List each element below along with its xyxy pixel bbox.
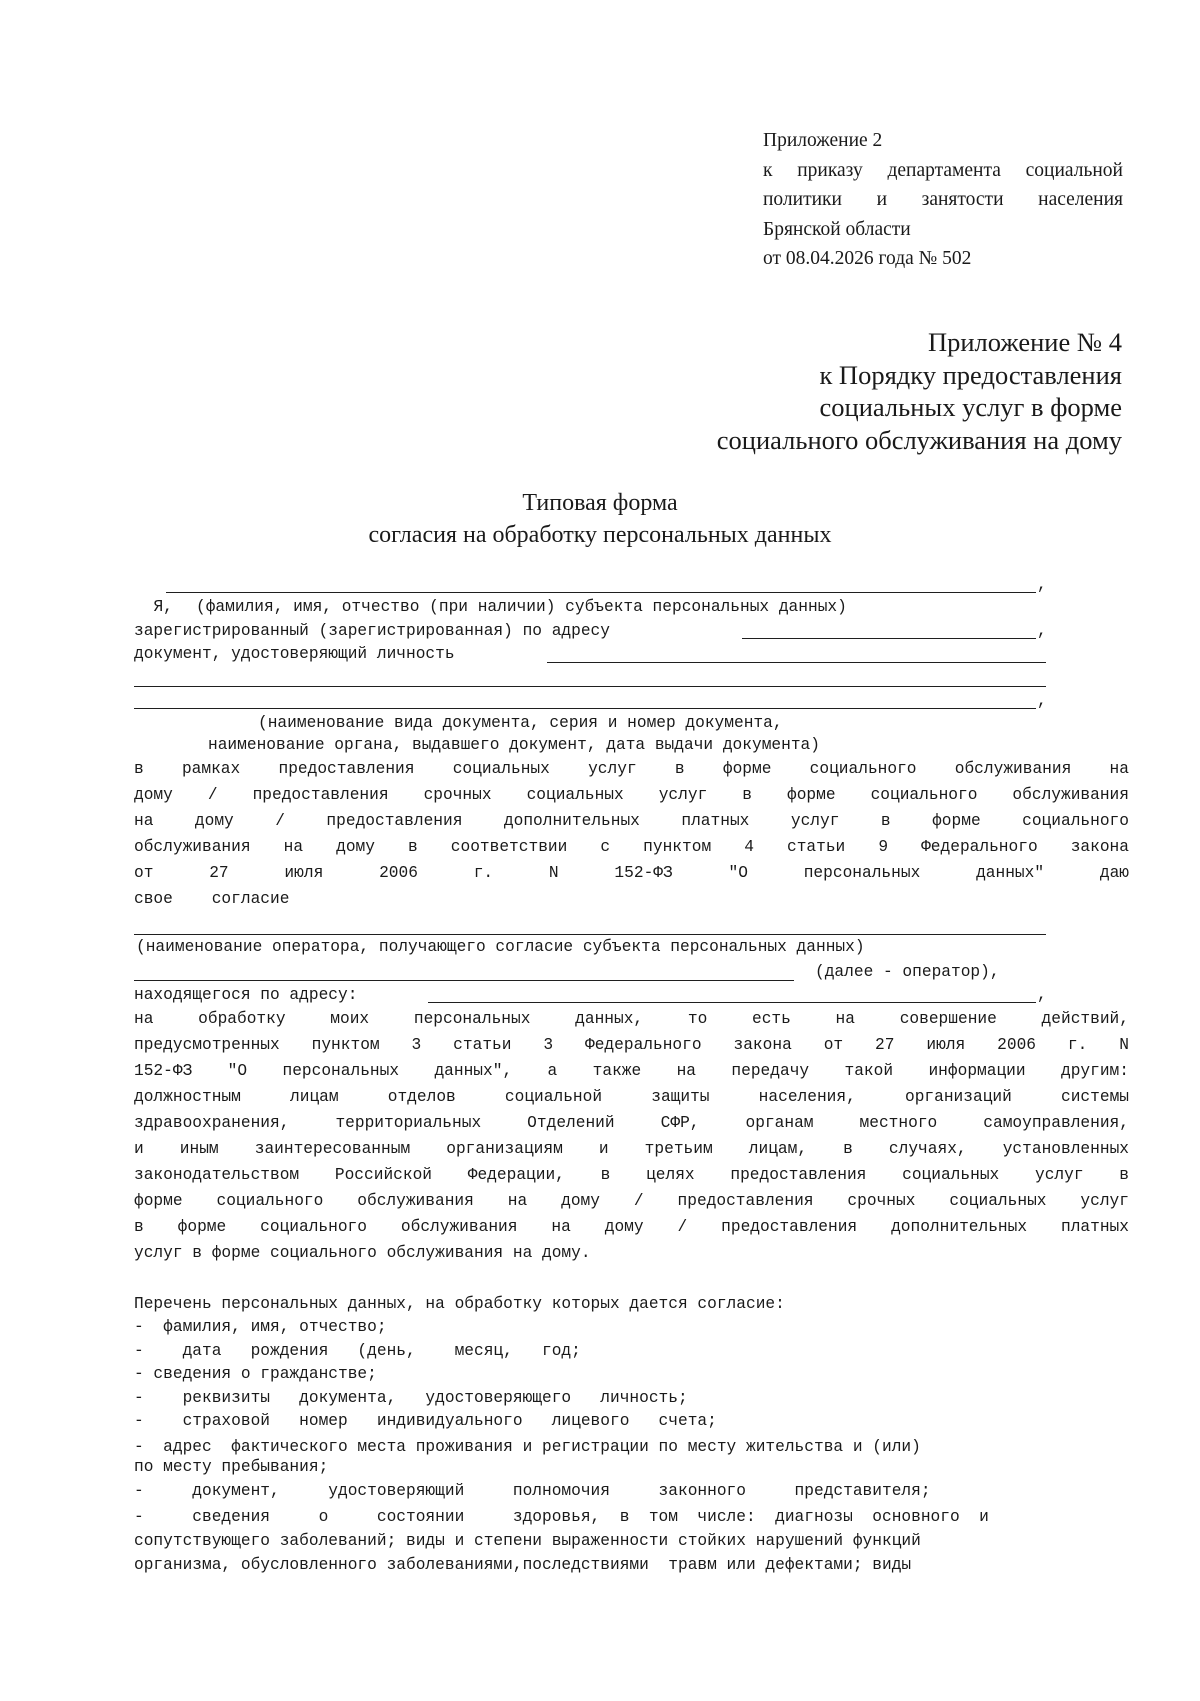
title-line: согласия на обработку персональных данных (368, 522, 832, 548)
operator-address-field[interactable] (428, 1002, 1036, 1003)
processing-paragraph-line: предусмотренных пунктом 3 статьи 3 Федерального закона от 27 июля 2006 г. N (134, 1036, 1129, 1054)
full-name-hint: (фамилия, имя, отчество (при наличии) субъекта персональных данных) (196, 598, 847, 616)
processing-paragraph-line: и иным заинтересованным организациям и третьим лицам, в случаях, установленных (134, 1140, 1129, 1158)
annex-4-line: Приложение № 4 (927, 327, 1122, 357)
consent-paragraph-line: на дому / предоставления дополнительных платных услуг в форме социального (134, 812, 1129, 830)
annex-2-line: Брянской области (763, 218, 911, 240)
processing-paragraph-line: законодательством Российской Федерации, в целях предоставления социальных услуг в (134, 1166, 1129, 1184)
processing-paragraph-line: на обработку моих персональных данных, то есть на совершение действий, (134, 1010, 1129, 1028)
ya-label: Я, (153, 598, 173, 616)
consent-paragraph-line: в рамках предоставления социальных услуг в форме социального обслуживания на (134, 760, 1129, 778)
processing-paragraph-line: услуг в форме социального обслуживания на дому. (134, 1244, 591, 1262)
processing-paragraph-line: здравоохранения, территориальных Отделений СФР, органам местного самоуправления, (134, 1114, 1129, 1132)
data-list-item: сопутствующего заболеваний; виды и степени выраженности стойких нарушений функций (134, 1532, 921, 1550)
data-list-title: Перечень персональных данных, на обработку которых дается согласие: (134, 1295, 785, 1313)
full-name-field[interactable] (166, 592, 1036, 593)
identity-document-label: документ, удостоверяющий личность (134, 645, 455, 663)
registered-address-field[interactable] (742, 638, 1036, 639)
document-title (0, 487, 1200, 551)
consent-paragraph-line: свое согласие (134, 890, 290, 908)
annex-2-line: Приложение 2 (763, 130, 883, 151)
consent-paragraph-line: дому / предоставления срочных социальных услуг в форме социального обслуживания (134, 786, 1129, 804)
document-hint-line-1: (наименование вида документа, серия и номер документа, (258, 714, 783, 732)
data-list-item: по месту пребывания; (134, 1458, 329, 1476)
data-list-item: - сведения о гражданстве; (134, 1365, 377, 1383)
comma: , (1037, 986, 1047, 1004)
operator-name-field-line2[interactable] (134, 980, 794, 981)
annex-2-header (763, 126, 1123, 274)
comma: , (1037, 576, 1047, 594)
processing-paragraph-line: в форме социального обслуживания на дому / предоставления дополнительных платных (134, 1218, 1129, 1236)
title-line: Типовая форма (522, 490, 678, 516)
processing-paragraph-line: 152-ФЗ "О персональных данных", а также на передачу такой информации другим: (134, 1062, 1129, 1080)
data-list-item: - адрес фактического места проживания и регистрации по месту жительства и (или) (134, 1438, 921, 1456)
data-list-item: - фамилия, имя, отчество; (134, 1318, 387, 1336)
identity-document-field-line2[interactable] (134, 686, 1046, 687)
operator-address-label: находящегося по адресу: (134, 986, 358, 1004)
data-list-item: - сведения о состоянии здоровья, в том числе: диагнозы основного и (134, 1508, 989, 1526)
identity-document-field[interactable] (547, 662, 1046, 663)
operator-name-field[interactable] (134, 934, 1046, 935)
annex-4-header (717, 326, 1122, 456)
data-list-item: - реквизиты документа, удостоверяющего личность; (134, 1389, 688, 1407)
data-list-item: - дата рождения (день, месяц, год; (134, 1342, 581, 1360)
consent-paragraph-line: обслуживания на дому в соответствии с пунктом 4 статьи 9 Федерального закона (134, 838, 1129, 856)
processing-paragraph-line: форме социального обслуживания на дому / предоставления срочных социальных услуг (134, 1192, 1129, 1210)
operator-hint: (наименование оператора, получающего согласие субъекта персональных данных) (136, 938, 865, 956)
comma: , (1037, 692, 1047, 710)
comma: , (1037, 622, 1047, 640)
identity-document-field-line3[interactable] (134, 708, 1036, 709)
annex-2-line: от 08.04.2026 года № 502 (763, 248, 972, 269)
consent-paragraph-line: от 27 июля 2006 г. N 152-ФЗ "О персональных данных" даю (134, 864, 1129, 882)
annex-4-line: социальных услуг в форме (819, 392, 1122, 422)
data-list-item: - страховой номер индивидуального лицевого счета; (134, 1412, 717, 1430)
data-list-item: - документ, удостоверяющий полномочия законного представителя; (134, 1482, 931, 1500)
data-list-item: организма, обусловленного заболеваниями,последствиями травм или дефектами; виды (134, 1556, 912, 1574)
document-hint-line-2: наименование органа, выдавшего документ, дата выдачи документа) (208, 736, 820, 754)
annex-4-line: социального обслуживания на дому (716, 424, 1122, 455)
processing-paragraph-line: должностным лицам отделов социальной защиты населения, организаций системы (134, 1088, 1129, 1106)
annex-2-line: политики и занятости населения (763, 189, 1123, 210)
annex-2-line: к приказу департамента социальной (763, 159, 1123, 181)
registered-address-label: зарегистрированный (зарегистрированная) по адресу (134, 622, 610, 640)
annex-4-line: к Порядку предоставления (819, 359, 1122, 390)
operator-suffix: (далее - оператор), (815, 963, 1000, 981)
